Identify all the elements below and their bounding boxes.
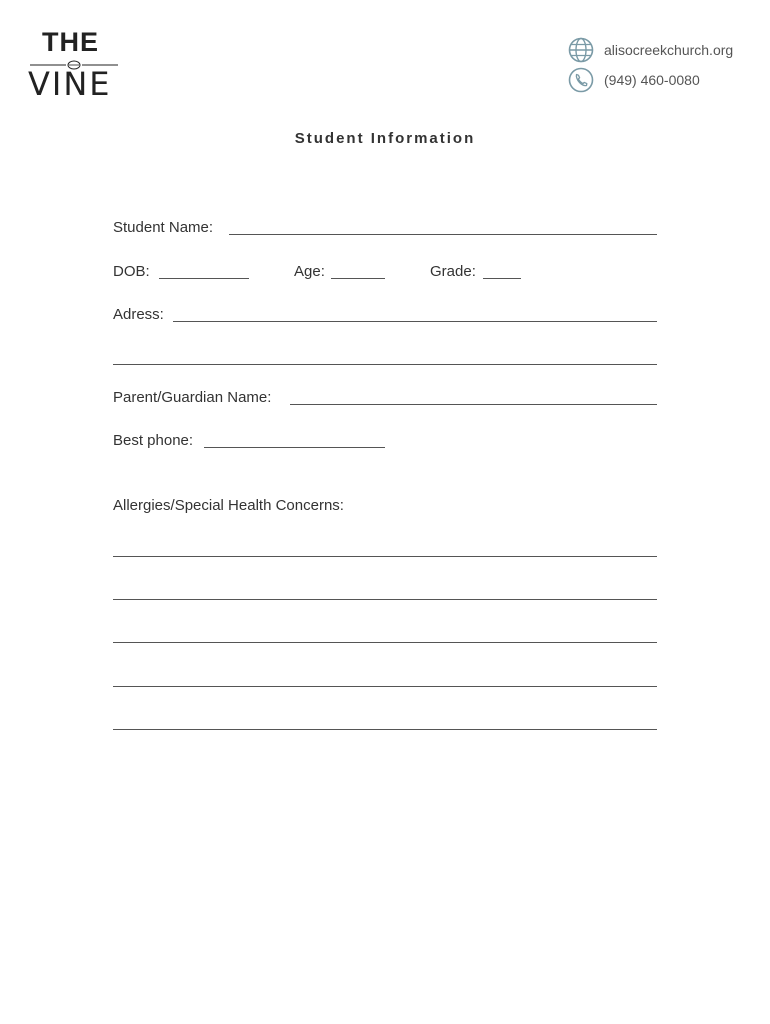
address-label: Adress: [113,306,164,323]
allergies-label: Allergies/Special Health Concerns: [113,497,344,514]
the-vine-logo [28,27,120,103]
best-phone-label: Best phone: [113,432,194,449]
address-line-2[interactable] [113,364,657,365]
allergies-line-3[interactable] [113,642,657,643]
parent-guardian-label: Parent/Guardian Name: [113,389,272,406]
address-line-1[interactable] [173,321,657,322]
dob-label: DOB: [113,263,150,280]
logo-text-the: THE [42,27,99,57]
age-label: Age: [294,263,325,280]
dob-line[interactable] [159,278,249,279]
allergies-line-5[interactable] [113,729,657,730]
age-line[interactable] [331,278,385,279]
allergies-line-2[interactable] [113,599,657,600]
website-row [568,36,733,64]
logo-text-vine: VINE [28,65,112,103]
student-name-line[interactable] [229,234,657,235]
globe-icon [568,37,594,63]
grade-line[interactable] [483,278,521,279]
student-name-label: Student Name: [113,219,214,236]
phone-icon [568,67,594,93]
phone-row [568,66,700,94]
allergies-line-1[interactable] [113,556,657,557]
allergies-line-4[interactable] [113,686,657,687]
website-text[interactable]: alisocreekchurch.org [604,42,734,58]
phone-text[interactable]: (949) 460-0080 [604,72,700,88]
form-title: Student Information [294,130,476,147]
parent-guardian-line[interactable] [290,404,657,405]
grade-label: Grade: [430,263,476,280]
best-phone-line[interactable] [204,447,385,448]
